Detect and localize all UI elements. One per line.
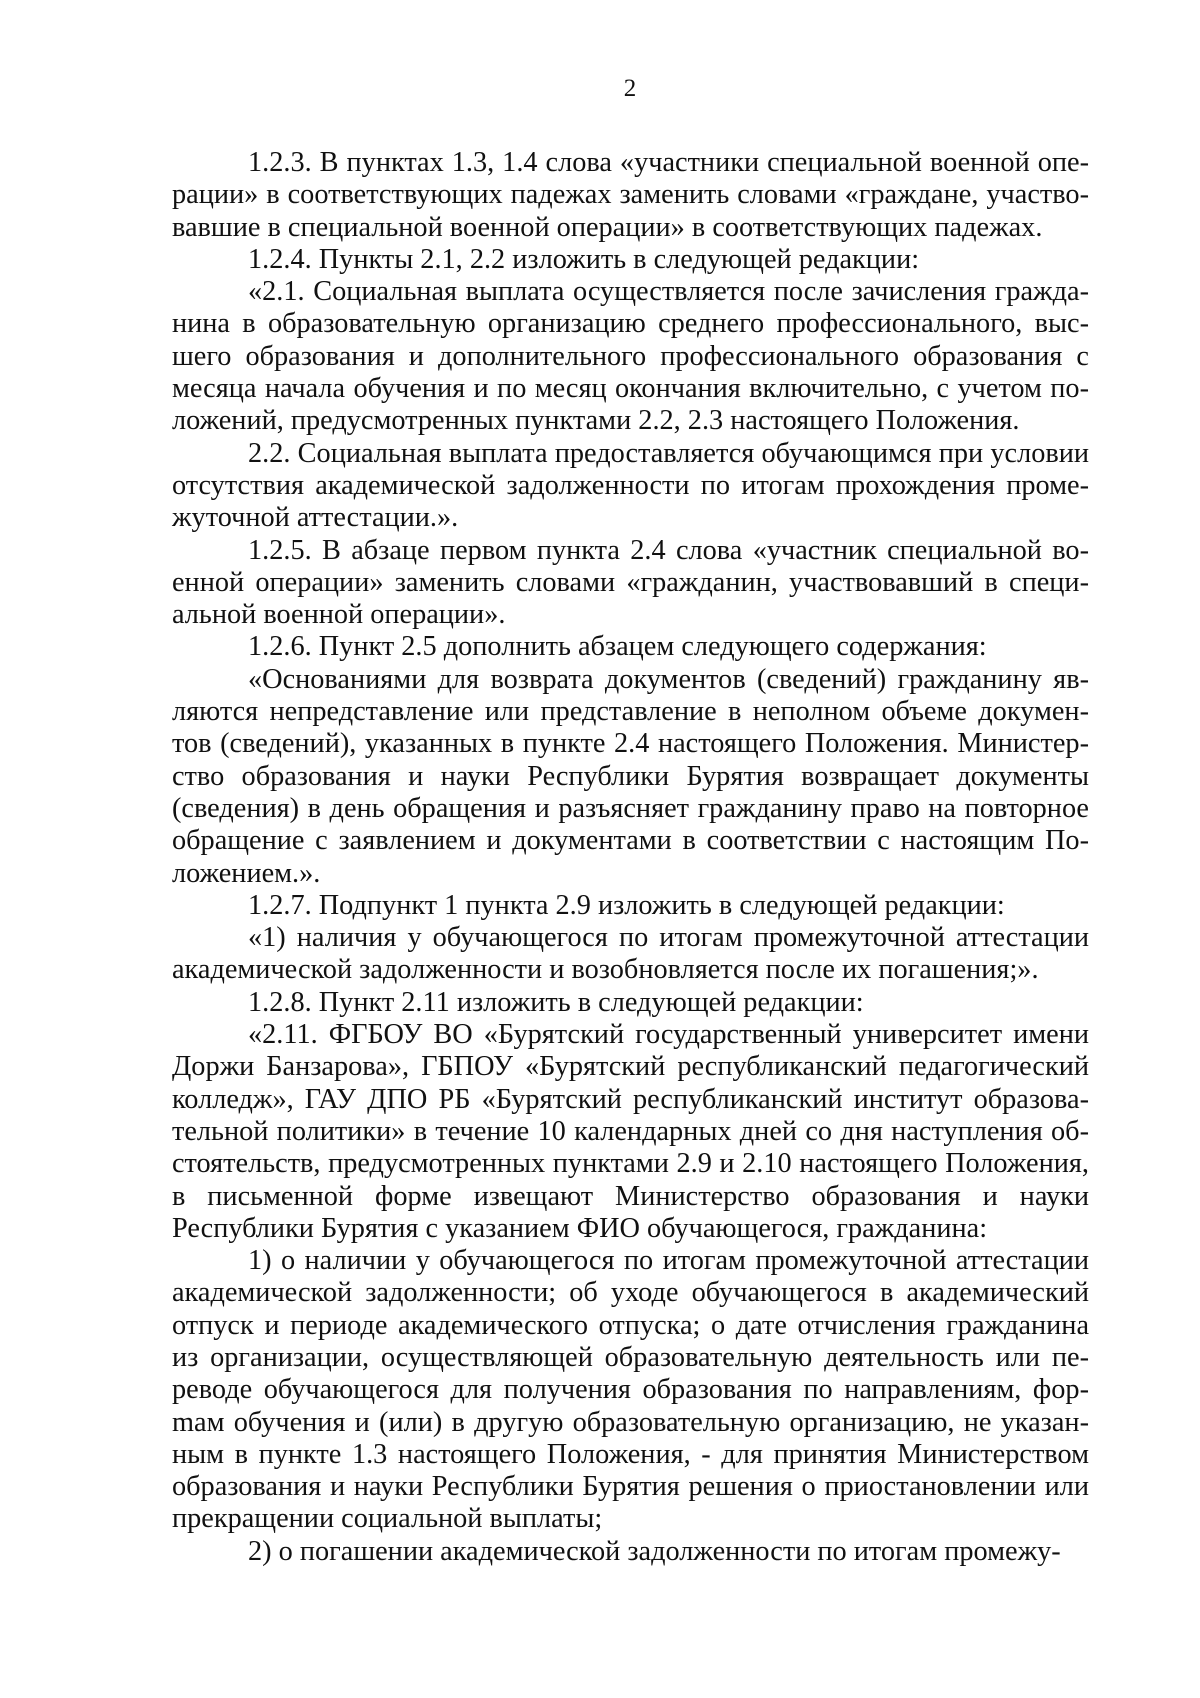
paragraph-1-2-3: 1.2.3. В пунктах 1.3, 1.4 слова «участники специальной военной операции» в соответствующих падежах заменить словами «граждане, участвовавшие в специальной военной операции» в соответствующих падежах. [172,147,1089,243]
paragraph-2-11-item-2: 2) о погашении академической задолженности по итогам промежу- [248,1535,1061,1567]
paragraph-1-2-4: 1.2.4. Пункты 2.1, 2.2 изложить в следующей редакции: [248,243,920,275]
document-body [172,147,1089,1568]
paragraph-2-11: «2.11. ФГБОУ ВО «Бурятский государственный университет имени Доржи Банзарова», ГБПОУ «Бурятский республиканский педагогический колледж», ГАУ ДПО РБ «Бурятский республиканский институт образовательной политики» в течение 10 календарных дней со дня наступления обстоятельств, предусмотренных пунктами 2.9 и 2.10 настоящего Положения, в письменной форме извещают Министерство образования и науки Республики Бурятия с указанием ФИО обучающегося, гражданина: [172,1019,1089,1244]
paragraph-document-return-grounds: «Основаниями для возврата документов (сведений) гражданину являются непредставление или представление в неполном объеме документов (сведений), указанных в пункте 2.4 настоящего Положения. Министерство образования и науки Республики Бурятия возвращает документы (сведения) в день обращения и разъясняет гражданину право на повторное обращение с заявлением и документами в соответствии с настоящим Положением.». [172,663,1089,889]
paragraph-2-1: «2.1. Социальная выплата осуществляется после зачисления гражданина в образовательную организацию среднего профессионального, высшего образования и дополнительного профессионального образования с месяца начала обучения и по месяц окончания включительно, с учетом положений, предусмотренных пунктами 2.2, 2.3 настоящего Положения. [172,276,1089,437]
paragraph-1-2-6: 1.2.6. Пункт 2.5 дополнить абзацем следующего содержания: [248,631,987,663]
paragraph-subclause-1-new-text: «1) наличия у обучающегося по итогам промежуточной аттестации академической задолженности и возобновляется после их погашения;». [172,922,1089,986]
paragraph-2-11-item-1: 1) о наличии у обучающегося по итогам промежуточной аттестации академической задолженности; об уходе обучающегося в академический отпуск и периоде академического отпуска; о дате отчисления гражданина из организации, осуществляющей образовательную деятельность или переводе обучающегося для получения образования по направлениям, форmам обучения и (или) в другую образовательную организацию, не указанным в пункте 1.3 настоящего Положения, - для принятия Министерством образования и науки Республики Бурятия решения о приостановлении или прекращении социальной выплаты; [172,1245,1089,1535]
paragraph-1-2-8: 1.2.8. Пункт 2.11 изложить в следующей редакции: [248,986,864,1018]
page-number: 2 [623,75,637,102]
paragraph-1-2-5: 1.2.5. В абзаце первом пункта 2.4 слова «участник специальной военной операции» заменить словами «гражданин, участвовавший в специальной военной операции». [172,534,1089,631]
paragraph-2-2: 2.2. Социальная выплата предоставляется обучающимся при условии отсутствия академической задолженности по итогам прохождения промежуточной аттестации.». [172,437,1089,534]
paragraph-1-2-7: 1.2.7. Подпункт 1 пункта 2.9 изложить в следующей редакции: [248,889,1005,921]
